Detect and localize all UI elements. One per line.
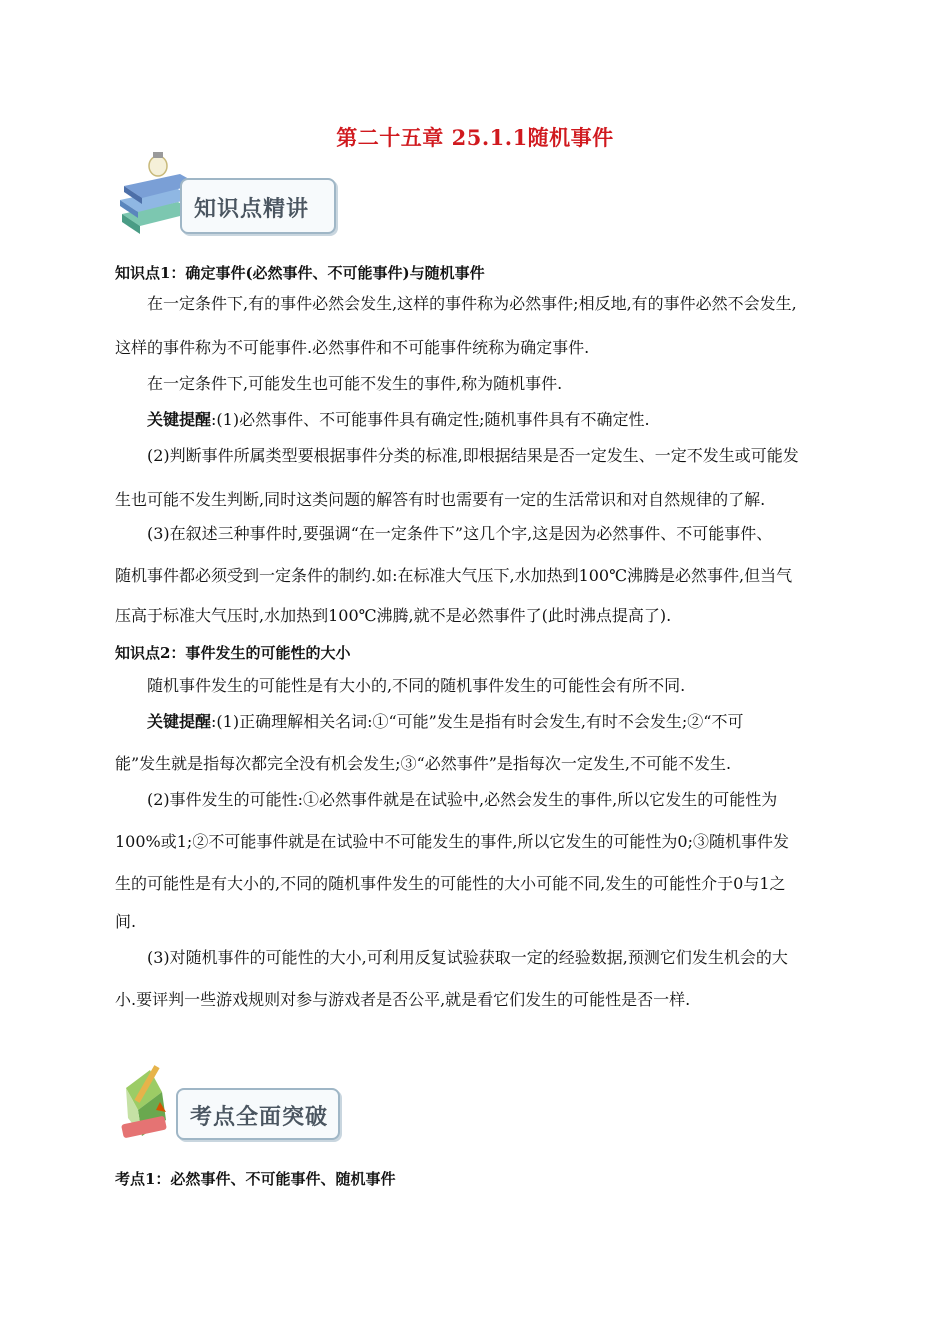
knowledge-banner-label: 知识点精讲: [194, 197, 310, 222]
kp2-paragraph: 100%或1;②不可能事件就是在试验中不可能发生的事件,所以它发生的可能性为0;③随机事件发: [115, 832, 789, 851]
kp2-paragraph: (3)对随机事件的可能性的大小,可利用反复试验获取一定的经验数据,预测它们发生机会的大: [147, 948, 788, 967]
kp2-paragraph: 生的可能性是有大小的,不同的随机事件发生的可能性的大小可能不同,发生的可能性介于0与1之: [115, 874, 786, 893]
key-reminder-text: :(1)必然事件、不可能事件具有确定性;随机事件具有不确定性.: [211, 410, 650, 429]
kp1-paragraph: 随机事件都必须受到一定条件的制约.如:在标准大气压下,水加热到100℃沸腾是必然事件,但当气: [115, 566, 793, 585]
kp2-paragraph: 随机事件发生的可能性是有大小的,不同的随机事件发生的可能性会有所不同.: [147, 676, 686, 695]
kp2-paragraph: 间.: [115, 912, 137, 931]
exam-point-heading: 考点1：必然事件、不可能事件、随机事件: [115, 1170, 396, 1188]
kp1-paragraph: 生也可能不发生判断,同时这类问题的解答有时也需要有一定的生活常识和对自然规律的了解.: [115, 490, 766, 509]
kp2-paragraph: 能”发生就是指每次都完全没有机会发生;③“必然事件”是指每次一定发生,不可能不发生.: [115, 754, 732, 773]
kp1-paragraph: 在一定条件下,可能发生也可能不发生的事件,称为随机事件.: [147, 374, 563, 393]
kp2-heading: 知识点2：事件发生的可能性的大小: [115, 644, 351, 662]
kp2-paragraph: (2)事件发生的可能性:①必然事件就是在试验中,必然会发生的事件,所以它发生的可能性为: [147, 790, 778, 809]
kp1-heading: 知识点1：确定事件(必然事件、不可能事件)与随机事件: [115, 264, 485, 282]
kp1-key-note: [115, 410, 872, 430]
kp1-paragraph: 在一定条件下,有的事件必然会发生,这样的事件称为必然事件;相反地,有的事件必然不会发生,: [147, 294, 797, 313]
kp2-key-note: [115, 712, 872, 732]
key-reminder-label: 关键提醒: [147, 410, 212, 429]
key-reminder-text: :(1)正确理解相关名词:①“可能”发生是指有时会发生,有时不会发生;②“不可: [211, 712, 744, 731]
kp1-paragraph: (2)判断事件所属类型要根据事件分类的标准,即根据结果是否一定发生、一定不发生或可能发: [147, 446, 799, 465]
knowledge-banner: [118, 148, 338, 238]
exam-banner-label: 考点全面突破: [190, 1105, 329, 1130]
kp1-paragraph: 这样的事件称为不可能事件.必然事件和不可能事件统称为确定事件.: [115, 338, 590, 357]
exam-banner: [116, 1058, 336, 1146]
kp1-paragraph: 压高于标准大气压时,水加热到100℃沸腾,就不是必然事件了(此时沸点提高了).: [115, 606, 672, 625]
page-title: 第二十五章 25.1.1随机事件: [336, 125, 614, 150]
kp2-paragraph: 小.要评判一些游戏规则对参与游戏者是否公平,就是看它们发生的可能性是否一样.: [115, 990, 691, 1009]
kp1-paragraph: (3)在叙述三种事件时,要强调“在一定条件下”这几个字,这是因为必然事件、不可能事件、: [147, 524, 773, 543]
key-reminder-label: 关键提醒: [147, 712, 212, 731]
